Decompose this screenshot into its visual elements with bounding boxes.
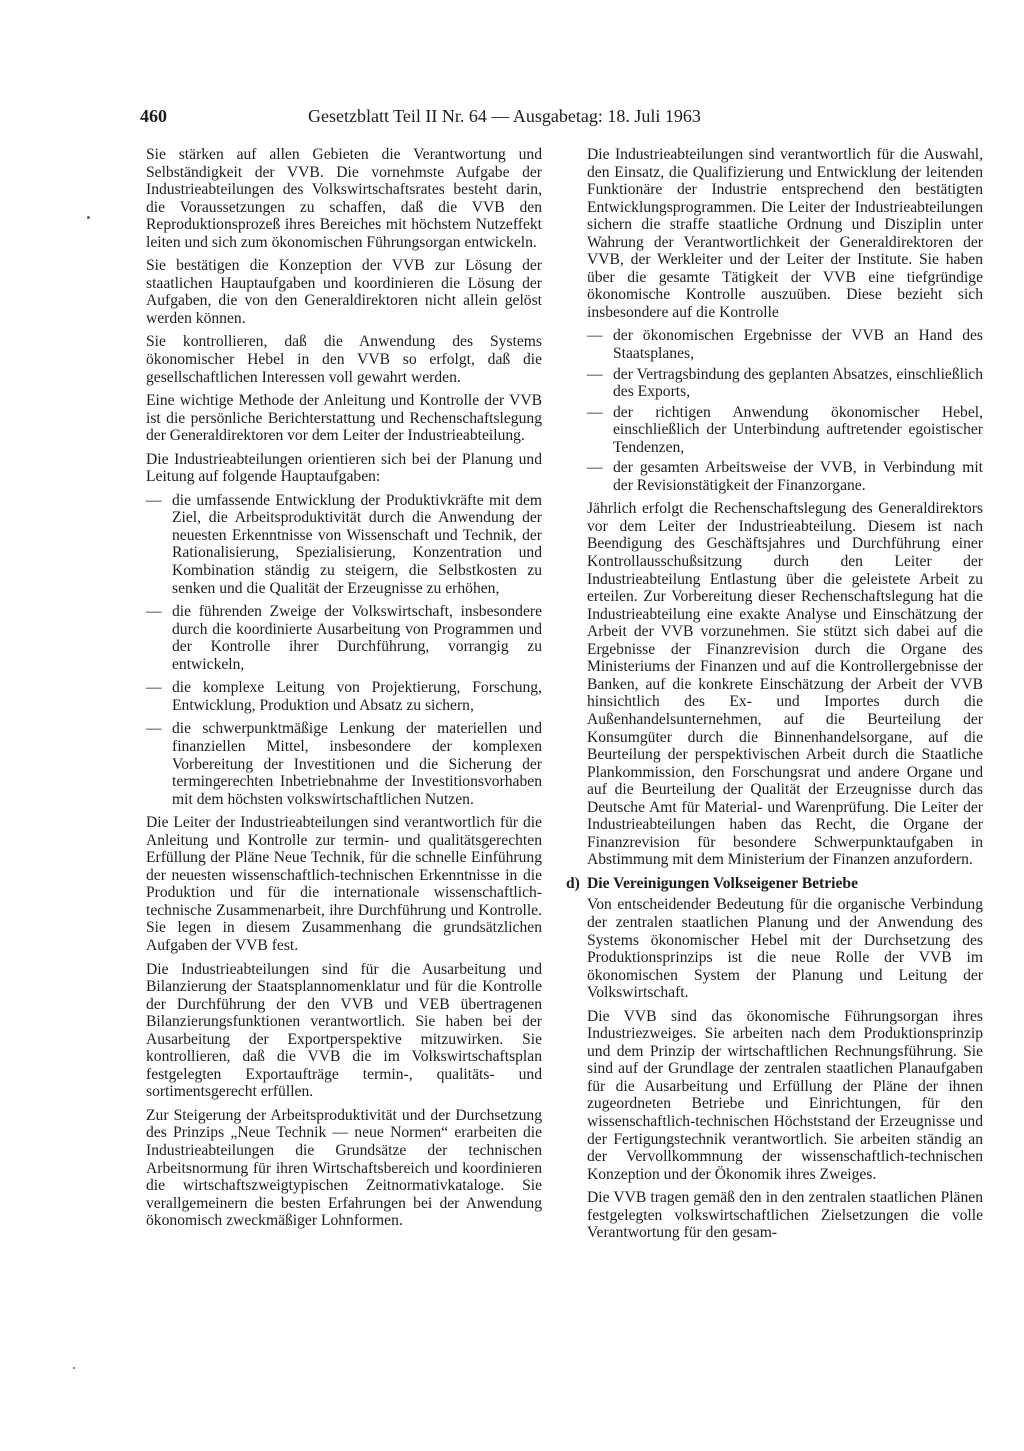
list-item-text: der gesamten Arbeitsweise der VVB, in Verbindung mit der Revisionstätigkeit der Finanzorgane. (613, 459, 983, 494)
dash-bullet: — (146, 679, 162, 697)
list-item-text: die komplexe Leitung von Projektierung, Forschung, Entwicklung, Produktion und Absatz zu sichern, (172, 679, 542, 714)
scan-speck (73, 1367, 75, 1369)
paragraph: Die Industrieabteilungen orientieren sich bei der Planung und Leitung auf folgende Hauptaufgaben: (146, 450, 542, 486)
dash-bullet: — (587, 403, 603, 421)
paragraph: Die Industrieabteilungen sind verantwortlich für die Auswahl, den Einsatz, die Qualifizierung und Entwicklung der leitenden Funktionäre der Industrie entsprechend den bestätigten Entwicklungsprogrammen. Die Leiter der Industrieabteilungen sichern die straffe staatliche Ordnung und Disziplin unter Wahrung der Verantwortlichkeit der Generaldirektoren der VVB, der Werkleiter und der Leiter der Institute. Sie haben über die gesamte Tätigkeit der VVB eine tiefgründige ökonomische Kontrolle auszuüben. Diese bezieht sich insbesondere auf die Kontrolle (587, 146, 983, 321)
dash-bullet: — (587, 365, 603, 383)
main-tasks-list (146, 492, 542, 808)
list-item-text: der Vertragsbindung des geplanten Absatzes, einschließlich des Exports, (613, 365, 983, 401)
paragraph: Von entscheidender Bedeutung für die organische Verbindung der zentralen staatlichen Planung und der Anwendung des Systems ökonomischer Hebel mit der Durchsetzung des Produktionsprinzips ist die neue Rolle der VVB im ökonomischen System der Planung und Leitung der Volkswirtschaft. (587, 896, 983, 1002)
paragraph: Die Leiter der Industrieabteilungen sind verantwortlich für die Anleitung und Kontrolle zur termin- und qualitätsgerechten Erfüllung der Pläne Neue Technik, für die schnelle Einführung der neuesten wissenschaftlich-technischen Erkenntnisse in die Produktion und für die internationale wissenschaftlich-technische Zusammenarbeit, ihre Durchführung und Kontrolle. Sie legen in diesem Zusammenhang die grundsätzlichen Aufgaben der VVB fest. (146, 814, 542, 954)
list-item-text: der ökonomischen Ergebnisse der VVB an Hand des Staatsplanes, (613, 327, 983, 363)
page-header (140, 103, 986, 129)
paragraph: Die VVB sind das ökonomische Führungsorgan ihres Industriezweiges. Sie arbeiten nach dem Produktionsprinzip und dem Prinzip der wirtschaftlichen Rechnungsführung. Sie sind auf der Grundlage der zentralen staatlichen Planaufgaben für die Ausarbeitung und Erfüllung der Pläne der ihnen zugeordneten Betriebe und Einrichtungen, für den wissenschaftlich-technischen Höchststand der Erzeugnisse und der Fertigungstechnik verantwortlich. Sie arbeiten ständig an der Vervollkommnung der wissenschaftlich-technischen Konzeption und der Ökonomik ihres Zweiges. (587, 1007, 983, 1183)
list-item (587, 327, 983, 362)
list-item (146, 603, 542, 673)
page-number: 460 (140, 106, 167, 126)
section-title: Die Vereinigungen Volkseigener Betriebe (587, 874, 859, 892)
list-item-text: die führenden Zweige der Volkswirtschaft, insbesondere durch die koordinierte Ausarbeitung von Programmen und der Kontrolle ihrer Durchführung, vorrangig zu entwickeln, (172, 603, 542, 673)
list-item (587, 404, 983, 457)
list-item-text: der richtigen Anwendung ökonomischer Hebel, einschließlich der Unterbindung auftretender egoistischer Tendenzen, (613, 403, 983, 456)
paragraph: Sie stärken auf allen Gebieten die Verantwortung und Selbständigkeit der VVB. Die vornehmste Aufgabe der Industrieabteilungen des Volkswirtschaftsrates besteht darin, die Voraussetzungen zu schaffen, daß die VVB den Reproduktionsprozeß ihres Bereiches mit höchstem Nutzeffekt leiten und sich zum ökonomischen Führungsorgan entwickeln. (146, 146, 542, 251)
right-column (566, 146, 983, 1248)
dash-bullet: — (146, 491, 162, 509)
control-list (587, 327, 983, 494)
left-column (146, 146, 542, 1236)
dash-bullet: — (146, 603, 162, 621)
section-letter: d) (566, 874, 580, 892)
list-item (587, 366, 983, 401)
paragraph: Sie bestätigen die Konzeption der VVB zur Lösung der staatlichen Hauptaufgaben und koordinieren die Lösung der Aufgaben, die von den Generaldirektoren nicht allein gelöst werden können. (146, 257, 542, 327)
list-item (146, 679, 542, 714)
dash-bullet: — (587, 459, 603, 477)
list-item (146, 720, 542, 808)
list-item-text: die schwerpunktmäßige Lenkung der materiellen und finanziellen Mittel, insbesondere der komplexen Vorbereitung der Investitionen und die Sicherung der termingerechten Inbetriebnahme der Investitionsvorhaben mit dem höchsten volkswirtschaftlichen Nutzen. (172, 720, 542, 808)
section-heading (566, 875, 983, 893)
paragraph: Eine wichtige Methode der Anleitung und Kontrolle der VVB ist die persönliche Berichterstattung und Rechenschaftslegung der Generaldirektoren vor dem Leiter der Industrieabteilung. (146, 392, 542, 445)
paragraph: Zur Steigerung der Arbeitsproduktivität und der Durchsetzung des Prinzips „Neue Technik — neue Normen“ erarbeiten die Industrieabteilungen die Grundsätze der technischen Arbeitsnormung für ihren Wirtschaftsbereich und koordinieren die wirtschaftszweigtypischen Zeitnormativkataloge. Sie verallgemeinern die besten Erfahrungen bei der Anwendung ökonomisch zweckmäßiger Lohnformen. (146, 1106, 542, 1230)
dash-bullet: — (146, 720, 162, 738)
running-title: Gesetzblatt Teil II Nr. 64 — Ausgabetag: 18. Juli 1963 (308, 106, 701, 126)
paragraph: Sie kontrollieren, daß die Anwendung des Systems ökonomischer Hebel in den VVB so erfolgt, daß die gesellschaftlichen Interessen voll gewahrt werden. (146, 333, 542, 386)
dash-bullet: — (587, 327, 603, 345)
paragraph: Jährlich erfolgt die Rechenschaftslegung des Generaldirektors vor dem Leiter der Industrieabteilung. Diesem ist nach Beendigung des Geschäftsjahres und Durchführung einer Kontrollausschußsitzung durch den Leiter der Industrieabteilung Entlastung über die geleistete Arbeit zu erteilen. Zur Vorbereitung dieser Rechenschaftslegung hat die Industrieabteilung eine exakte Analyse und Einschätzung der Arbeit der VVB vorzunehmen. Sie stützt sich dabei auf die Ergebnisse der Finanzrevision durch die Organe des Ministeriums der Finanzen und auf die Kontrollergebnisse der Banken, auf die konkrete Einschätzung der Arbeit der VVB hinsichtlich des Ex- und Importes durch die Außenhandelsunternehmen, auf die Beurteilung der Konsumgüter durch die Binnenhandelsorgane, auf die Beurteilung der perspektivischen Arbeit durch die Staatliche Plankommission, den Forschungsrat und andere Organe und auf die Beurteilung der Qualität der Erzeugnisse durch das Deutsche Amt für Material- und Warenprüfung. Die Leiter der Industrieabteilungen haben das Recht, die Organe der Finanzrevision für besondere Schwerpunktaufgaben in Abstimmung mit dem Ministerium der Finanzen anzufordern. (587, 500, 983, 869)
paragraph: Die Industrieabteilungen sind für die Ausarbeitung und Bilanzierung der Staatsplannomenklatur und für die Kontrolle der Durchführung der den VVB und VEB übertragenen Bilanzierungsfunktionen verantwortlich. Sie haben bei der Ausarbeitung der Exportperspektive mitzuwirken. Sie kontrollieren, daß die VVB die im Volkswirtschaftsplan festgelegten Exportaufträge termin-, qualitäts- und sortimentsgerecht erfüllen. (146, 960, 542, 1101)
list-item-text: die umfassende Entwicklung der Produktivkräfte mit dem Ziel, die Arbeitsproduktivität durch die Anwendung der neuesten Erkenntnisse von Wissenschaft und Technik, der Rationalisierung, Spezialisierung, Konzentration und Kombination ständig zu steigern, die Selbstkosten zu senken und die Qualität der Erzeugnisse zu erhöhen, (172, 491, 542, 597)
list-item (146, 492, 542, 597)
list-item (587, 459, 983, 494)
paragraph: Die VVB tragen gemäß den in den zentralen staatlichen Plänen festgelegten volkswirtschaftlichen Zielsetzungen die volle Verantwortung für den gesam- (587, 1189, 983, 1242)
scan-speck (87, 216, 90, 219)
